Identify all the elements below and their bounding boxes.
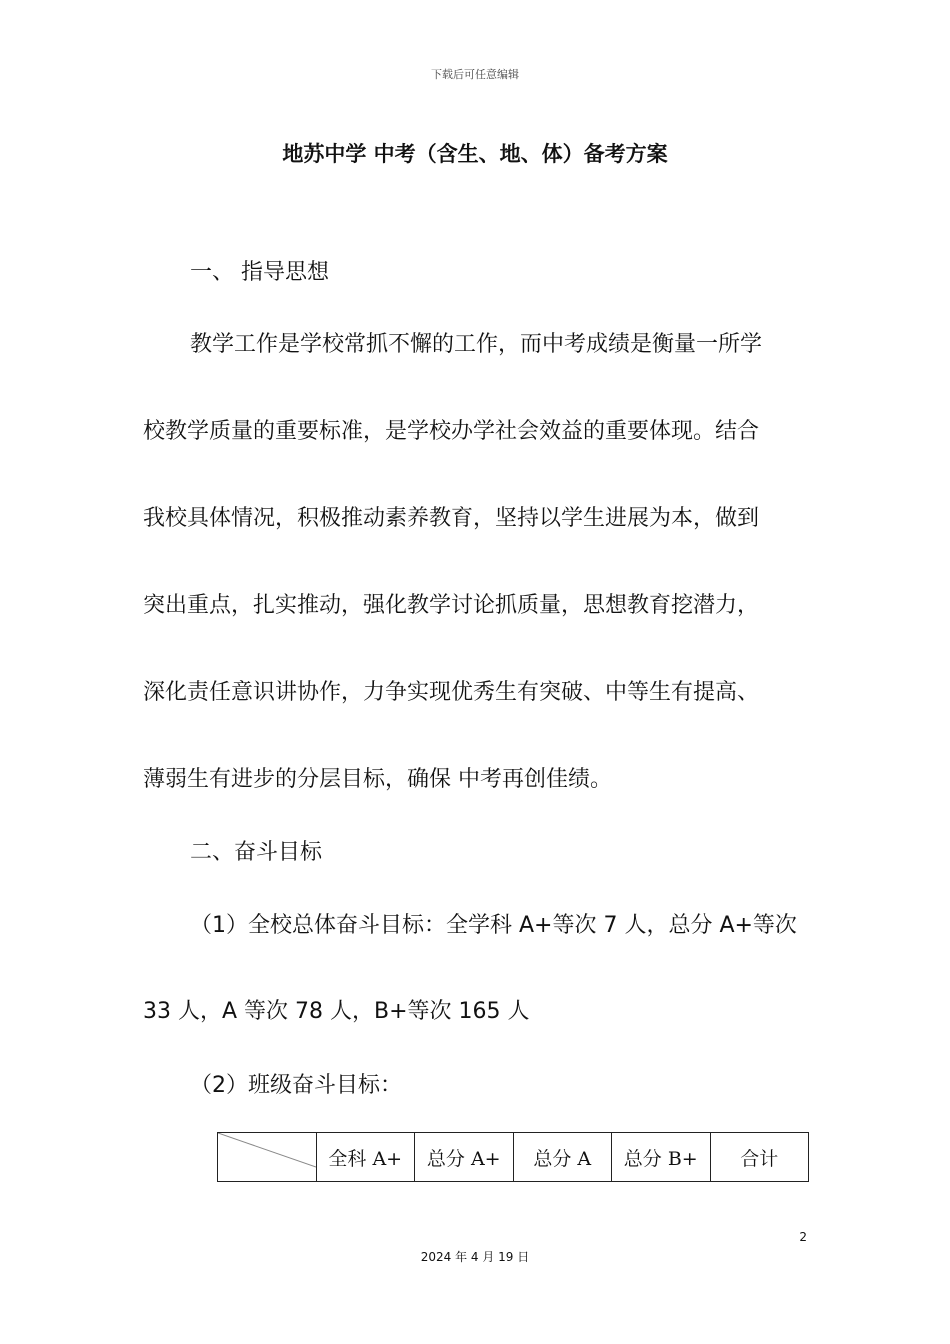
page-number: 2 — [799, 1230, 807, 1244]
table-header-cell: 总分 B+ — [612, 1133, 711, 1182]
table-corner-cell — [218, 1133, 317, 1182]
footer-date: 2024 年 4 月 19 日 — [420, 1250, 530, 1264]
goal-line: （1）全校总体奋斗目标：全学科 A+等次 7 人，总分 A+等次 — [190, 913, 797, 938]
header-note: 下载后可任意编辑 — [431, 68, 519, 81]
paragraph-line: 我校具体情况，积极推动素养教育，坚持以学生进展为本，做到 — [143, 506, 760, 531]
goal-line: 33 人，A 等次 78 人，B+等次 165 人 — [143, 999, 530, 1024]
document-title: 地苏中学 中考（含生、地、体）备考方案 — [282, 142, 668, 166]
diagonal-line — [218, 1133, 316, 1181]
class-goals-table — [217, 1132, 809, 1182]
class-goals-heading: （2）班级奋斗目标： — [190, 1073, 402, 1098]
table-header-cell: 合计 — [710, 1133, 809, 1182]
section-heading-guiding-ideology: 一、 指导思想 — [190, 260, 329, 285]
paragraph-line: 深化责任意识讲协作，力争实现优秀生有突破、中等生有提高、 — [143, 680, 760, 705]
table-header-cell: 总分 A — [513, 1133, 612, 1182]
section-heading-goals: 二、奋斗目标 — [190, 840, 323, 865]
paragraph-line: 校教学质量的重要标准，是学校办学社会效益的重要体现。结合 — [143, 419, 760, 444]
table-header-cell: 全科 A+ — [316, 1133, 415, 1182]
paragraph-line: 薄弱生有进步的分层目标，确保 中考再创佳绩。 — [143, 767, 612, 792]
paragraph-line: 突出重点，扎实推动，强化教学讨论抓质量，思想教育挖潜力， — [143, 593, 760, 618]
paragraph-line: 教学工作是学校常抓不懈的工作，而中考成绩是衡量一所学 — [190, 332, 763, 357]
table-header-row — [218, 1133, 809, 1182]
table-header-cell: 总分 A+ — [415, 1133, 514, 1182]
